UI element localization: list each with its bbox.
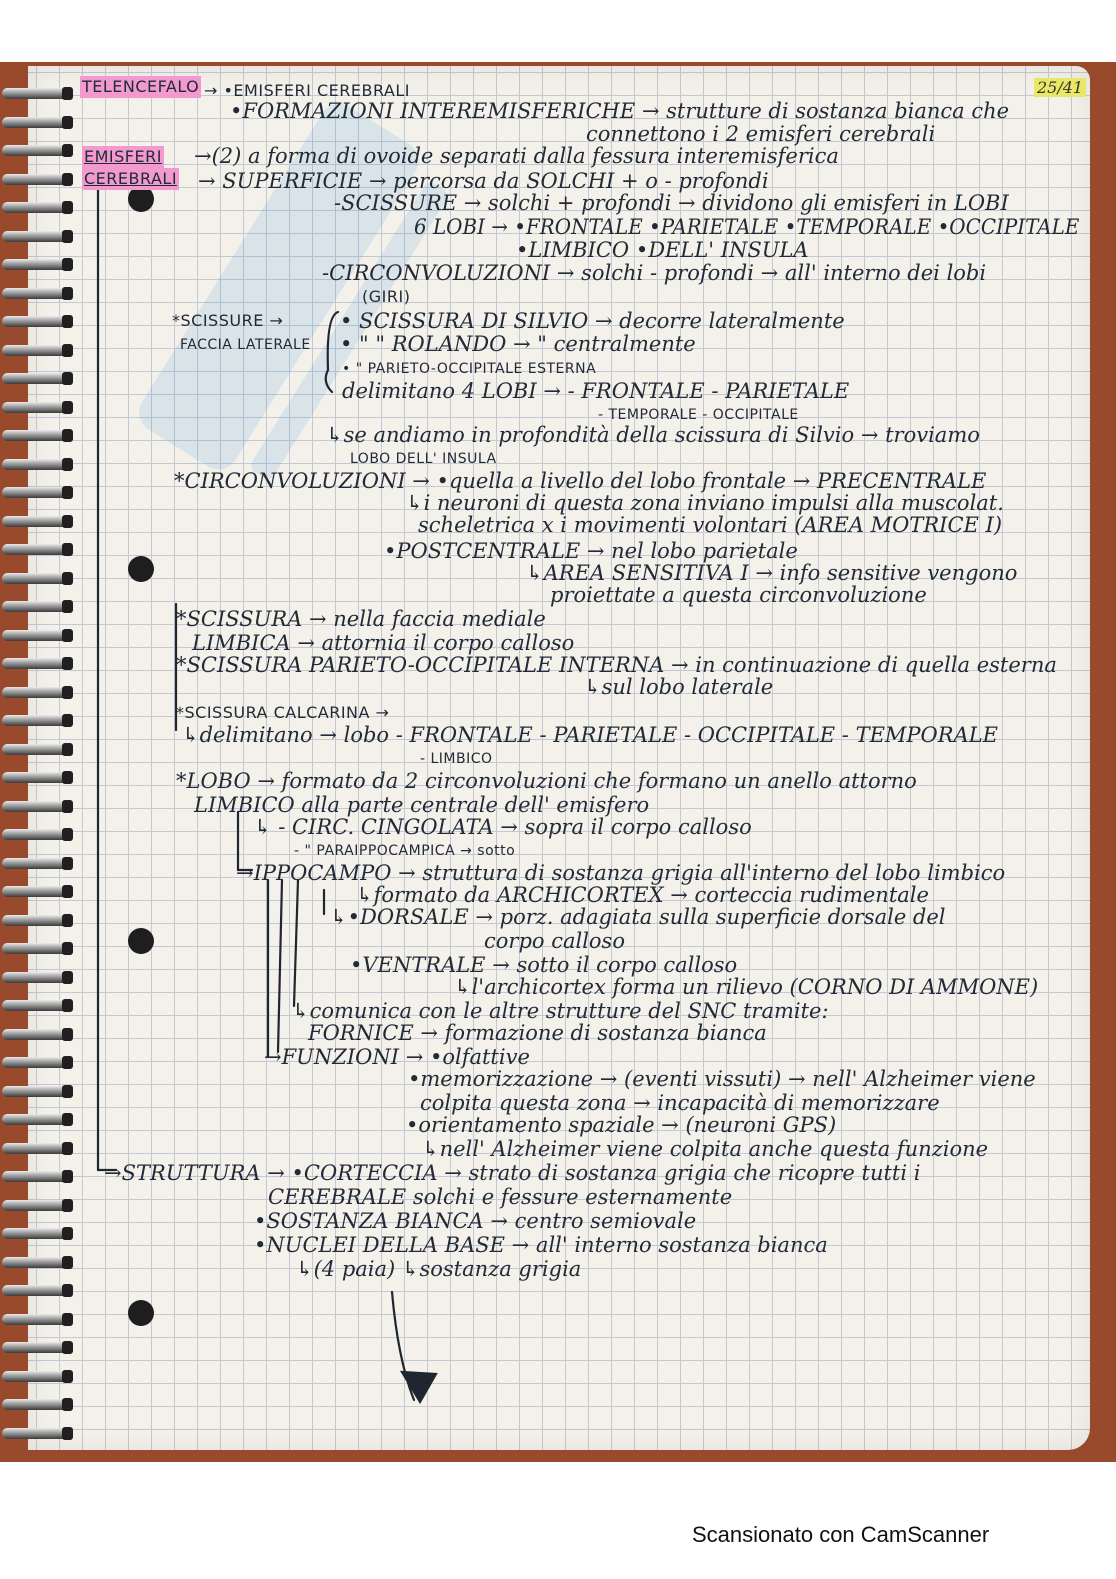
note-line: scheletrica x i movimenti volontari (AREA MOTRICE I) (418, 513, 1003, 537)
binding-hole (62, 800, 73, 813)
page-number: 25/41 (1034, 78, 1086, 97)
note-heading-scissura-limbica: *SCISSURA → nella faccia mediale (176, 607, 546, 631)
binding-hole (62, 1199, 73, 1212)
note-line: ↳comunica con le altre strutture del SNC tramite: (292, 999, 829, 1023)
note-line: ↳sul lobo laterale (584, 675, 774, 699)
punch-hole (128, 1300, 154, 1326)
note-line: ↳formato da ARCHICORTEX → corteccia rudimentale (356, 883, 929, 907)
note-heading-circonvoluzioni: *CIRCONVOLUZIONI → •quella a livello del lobo frontale → PRECENTRALE (174, 469, 987, 493)
binding-hole (62, 372, 73, 385)
note-line: → •EMISFERI CEREBRALI (204, 81, 410, 100)
binding-hole (62, 714, 73, 727)
note-line: colpita questa zona → incapacità di memorizzare (420, 1091, 940, 1115)
binding-hole (62, 1256, 73, 1269)
note-line: •FORMAZIONI INTEREMISFERICHE → strutture di sostanza bianca che (230, 99, 1010, 123)
binding-hole (62, 173, 73, 186)
binding-hole (62, 116, 73, 129)
note-line: •memorizzazione → (eventi vissuti) → nell' Alzheimer viene (408, 1067, 1036, 1091)
note-line: ↳nell' Alzheimer viene colpita anche questa funzione (422, 1137, 989, 1161)
binding-hole (62, 600, 73, 613)
binding-hole (62, 857, 73, 870)
note-line: ↳se andiamo in profondità della scissura di Silvio → troviamo (326, 423, 980, 447)
binding-hole (62, 1284, 73, 1297)
note-line: - LIMBICO (420, 751, 493, 767)
note-line: •LIMBICO •DELL' INSULA (516, 238, 809, 262)
note-line: ↳delimitano → lobo - FRONTALE - PARIETALE - OCCIPITALE - TEMPORALE (182, 723, 999, 747)
binding-hole (62, 543, 73, 556)
binding-hole (62, 201, 73, 214)
punch-hole (128, 556, 154, 582)
note-line: corpo calloso (484, 929, 625, 953)
note-line: *SCISSURA PARIETO-OCCIPITALE INTERNA → in continuazione di quella esterna (176, 653, 1057, 677)
note-heading-cerebrali: CEREBRALI (84, 169, 178, 188)
binding-hole (62, 1085, 73, 1098)
note-line: → SUPERFICIE → percorsa da SOLCHI + o - profondi (198, 169, 769, 193)
binding-hole (62, 230, 73, 243)
note-heading-scissure: *SCISSURE → (172, 311, 284, 330)
note-line: ↳l'archicortex forma un rilievo (CORNO DI AMMONE) (454, 975, 1039, 999)
binding-hole (62, 1313, 73, 1326)
note-line: ↳i neuroni di questa zona inviano impulsi alla muscolat. (406, 491, 1004, 515)
binding-hole (62, 429, 73, 442)
note-line: FORNICE → formazione di sostanza bianca (308, 1021, 767, 1045)
note-line: ↳AREA SENSITIVA I → info sensitive vengono (526, 561, 1018, 585)
binding-hole (62, 1113, 73, 1126)
note-line: • " PARIETO-OCCIPITALE ESTERNA (342, 361, 597, 377)
note-line: •orientamento spaziale → (neuroni GPS) (406, 1113, 837, 1137)
binding-hole (62, 828, 73, 841)
binding-hole (62, 344, 73, 357)
note-line: CEREBRALE solchi e fessure esternamente (268, 1185, 733, 1209)
binding-hole (62, 572, 73, 585)
note-heading-calcarina: *SCISSURA CALCARINA → (176, 703, 390, 722)
binding-hole (62, 315, 73, 328)
note-heading-struttura: →STRUTTURA → •CORTECCIA → strato di sostanza grigia che ricopre tutti i (104, 1161, 921, 1185)
binding-hole (62, 999, 73, 1012)
note-line: •VENTRALE → sotto il corpo calloso (350, 953, 738, 977)
binding-hole (62, 1341, 73, 1354)
note-heading-ippocampo: →IPPOCAMPO → struttura di sostanza grigia all'interno del lobo limbico (236, 861, 1006, 885)
note-line: -SCISSURE → solchi + profondi → dividono gli emisferi in LOBI (334, 191, 1009, 215)
binding-hole (62, 885, 73, 898)
note-heading-emisferi: EMISFERI (84, 147, 162, 166)
binding-hole (62, 657, 73, 670)
note-line: ↳(4 paia) ↳sostanza grigia (296, 1257, 582, 1281)
note-line: LOBO DELL' INSULA (350, 451, 497, 467)
note-line: LIMBICO alla parte centrale dell' emisfero (194, 793, 650, 817)
note-line: LIMBICA → attornia il corpo calloso (192, 631, 575, 655)
binding-hole (62, 1370, 73, 1383)
note-line: →(2) a forma di ovoide separati dalla fessura interemisferica (194, 144, 839, 168)
note-line: - TEMPORALE - OCCIPITALE (598, 407, 799, 423)
binding-hole (62, 686, 73, 699)
note-line: connettono i 2 emisferi cerebrali (586, 122, 936, 146)
note-heading-funzioni: →FUNZIONI → •olfattive (264, 1045, 530, 1069)
binding-hole (62, 771, 73, 784)
binding-hole (62, 1142, 73, 1155)
binding-hole (62, 87, 73, 100)
binding-hole (62, 1227, 73, 1240)
punch-hole (128, 928, 154, 954)
spiral-binding (0, 70, 80, 1450)
note-line: ↳•DORSALE → porz. adagiata sulla superficie dorsale del (330, 905, 946, 929)
binding-hole (62, 971, 73, 984)
note-line: proiettate a questa circonvoluzione (550, 583, 927, 607)
binding-hole (62, 1170, 73, 1183)
binding-hole (62, 743, 73, 756)
binding-hole (62, 486, 73, 499)
binding-hole (62, 287, 73, 300)
binding-hole (62, 458, 73, 471)
note-heading-telencefalo: TELENCEFALO (82, 77, 200, 96)
note-line: delimitano 4 LOBI → - FRONTALE - PARIETALE (342, 379, 850, 403)
note-line: • " " ROLANDO → " centralmente (340, 332, 696, 356)
note-line: ↳ - CIRC. CINGOLATA → sopra il corpo calloso (254, 815, 752, 839)
note-line: -CIRCONVOLUZIONI → solchi - profondi → all' interno dei lobi (322, 261, 987, 285)
binding-hole (62, 914, 73, 927)
note-line: • SCISSURA DI SILVIO → decorre lateralmente (340, 309, 845, 333)
note-line: 6 LOBI → •FRONTALE •PARIETALE •TEMPORALE •OCCIPITALE (414, 215, 1080, 239)
binding-hole (62, 1398, 73, 1411)
note-line: (GIRI) (362, 287, 411, 306)
binding-hole (62, 1056, 73, 1069)
note-line: •SOSTANZA BIANCA → centro semiovale (254, 1209, 697, 1233)
binding-hole (62, 942, 73, 955)
note-line: •NUCLEI DELLA BASE → all' interno sostanza bianca (254, 1233, 828, 1257)
binding-hole (62, 1427, 73, 1440)
binding-hole (62, 401, 73, 414)
binding-hole (62, 1028, 73, 1041)
binding-hole (62, 144, 73, 157)
note-heading-lobo-limbico: *LOBO → formato da 2 circonvoluzioni che formano un anello attorno (176, 769, 917, 793)
binding-hole (62, 629, 73, 642)
binding-hole (62, 515, 73, 528)
binding-hole (62, 258, 73, 271)
note-line: •POSTCENTRALE → nel lobo parietale (384, 539, 798, 563)
note-line: FACCIA LATERALE (180, 337, 311, 353)
scanner-footer-text: Scansionato con CamScanner (692, 1522, 990, 1547)
note-line: - " PARAIPPOCAMPICA → sotto (294, 843, 516, 859)
